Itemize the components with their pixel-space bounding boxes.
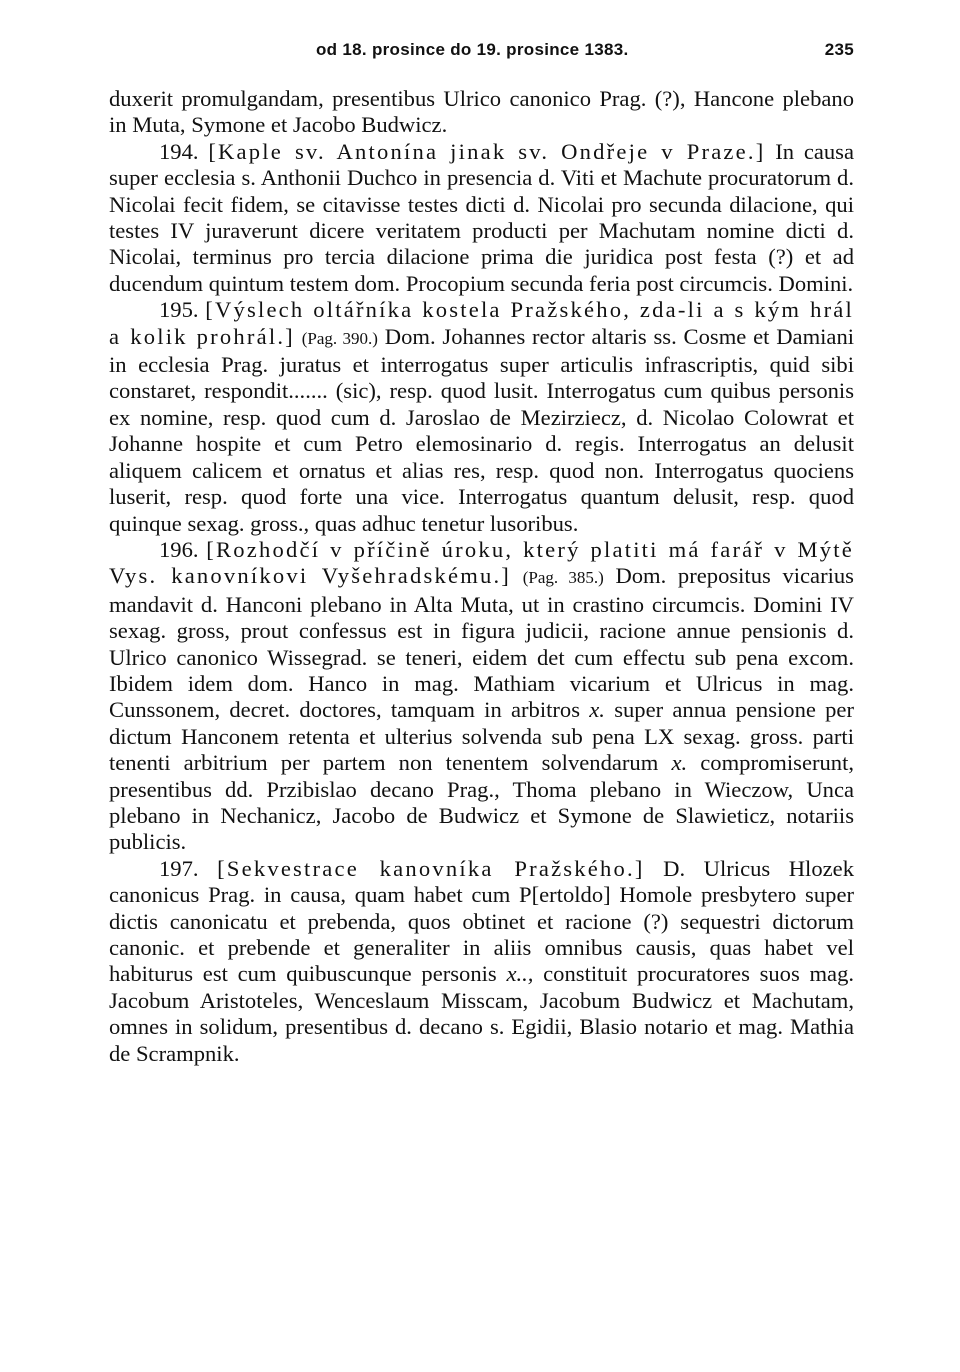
entry-text: constituit procuratores suos mag. Jacobum Aristoteles, Wenceslaum Misscam, Jacobum Budwicz et Machutam, omnes in solidum, presentibus d. decano s. Egidii, Blasio notario et mag. Mathia de Scrampnik. [109, 961, 855, 1066]
page-reference: (Pag. 390.) [301, 328, 378, 348]
placeholder-symbol: x.., [506, 961, 534, 987]
entry-195 [109, 297, 854, 537]
entry-number: 195. [159, 297, 199, 323]
entry-text: Dom. Johannes rector altaris ss. Cosme et Damiani in ecclesia Prag. juratus et interrogatus super articulis infrascriptis, quid sibi constaret, respondit [109, 323, 855, 404]
entry-text: super annua pensione per dictum Hanconem retenta et ulterius solvenda sub pena LX sexag. gross. parti tenenti arbitrium per partem non tenentem solvendarum [109, 697, 854, 776]
entry-196 [109, 537, 854, 856]
entry-summary: [Kaple sv. Antonína jinak sv. Ondřeje v Praze.] [208, 138, 766, 164]
paragraph-text: duxerit promulgandam, presentibus Ulrico canonico Prag. (?), Hancone plebano in Muta, Symone et Jacobo Budwicz. [109, 86, 854, 138]
entry-197 [109, 856, 854, 1067]
continuation-paragraph [109, 86, 854, 139]
entry-summary: [Rozhodčí v příčině úroku, který platiti má farář v Mýtě Vys. kanovníkovi Vyšehradskému.] [109, 536, 855, 589]
document-page [109, 36, 854, 1067]
entry-text: compromiserunt, presentibus dd. Przibislao decano Prag., Thoma plebano in Wieczow, Unca plebano in Nechanicz, Jacobo de Budwicz et Symone de Slawieticz, notariis publicis. [109, 750, 855, 855]
running-head-title: od 18. prosince do 19. prosince 1383. [316, 40, 629, 59]
entry-number: 194. [159, 138, 199, 164]
page-number: 235 [824, 40, 854, 59]
entry-194 [109, 139, 854, 297]
placeholder-symbol: x. [589, 697, 605, 723]
entry-text: In causa super ecclesia s. Anthonii Duchco in presencia d. Viti et Machute procuratorum d. Nicolai fecit fidem, se citavisse testes dicti d. Nicolai pro secunda dilacione, qui testes IV juraverunt dicere veritatem producti per Machutam nomine dicti d. Nicolai, terminus pro tercia dilacione prima die juridica post festa (?) et ad ducendum quintum testem dom. Procopium secunda feria post circumcis. Domini. [109, 138, 854, 296]
running-head [109, 36, 854, 66]
placeholder-symbol: x. [671, 750, 688, 776]
page-reference: (Pag. 385.) [522, 568, 604, 588]
body-text [109, 86, 854, 1067]
entry-summary: [Sekvestrace kanovníka Pražského.] [217, 855, 645, 881]
entry-text: (sic), resp. quod lusit. Interrogatus cum quibus personis ex nomine, resp. quod cum d. Jaroslao de Mezirziecz, d. Nicolao Colowrat et Johanne hospite et cum Petro elemosinario d. regis. Interrogatus an delusit aliquem calicem et ornatus et alias res, resp. quod non. Interrogatus quociens luserit, resp. quod forte una vice. Interrogatus quantum delusit, resp. quod quinque sexag. gross., quas adhuc tenetur lusoribus. [109, 378, 854, 536]
entry-text: D. Ulricus Hlozek canonicus Prag. in causa, quam habet cum P[ertoldo] Homole presbytero super dictis canonicatu et prebenda, quos obtinet et racione (?) sequestri dictorum canonic. et prebende et generaliter in aliis omnibus causis, quas habet vel habiturus est cum quibuscunque personis [109, 855, 854, 987]
entry-number: 197. [159, 855, 199, 881]
ellipsis-dots: ....... [288, 378, 328, 404]
entry-number: 196. [159, 536, 199, 562]
entry-text: Dom. prepositus vicarius mandavit d. Hanconi plebano in Alta Muta, ut in crastino circumcis. Domini IV sexag. gross, prout confessus est in figura judicii, racione annue pensionis d. Ulrico canonico Wissegrad. se teneri, eidem det cum effectu sub pena excom. Ibidem idem dom. Hanco in mag. Mathiam vicarium et Ulricus in mag. Cunssonem, decret. doctores, tamquam in arbitros [109, 563, 854, 723]
entry-summary: [Výslech oltářníka kostela Pražského, zda-li a s kým hrál a kolik prohrál.] [109, 297, 854, 349]
